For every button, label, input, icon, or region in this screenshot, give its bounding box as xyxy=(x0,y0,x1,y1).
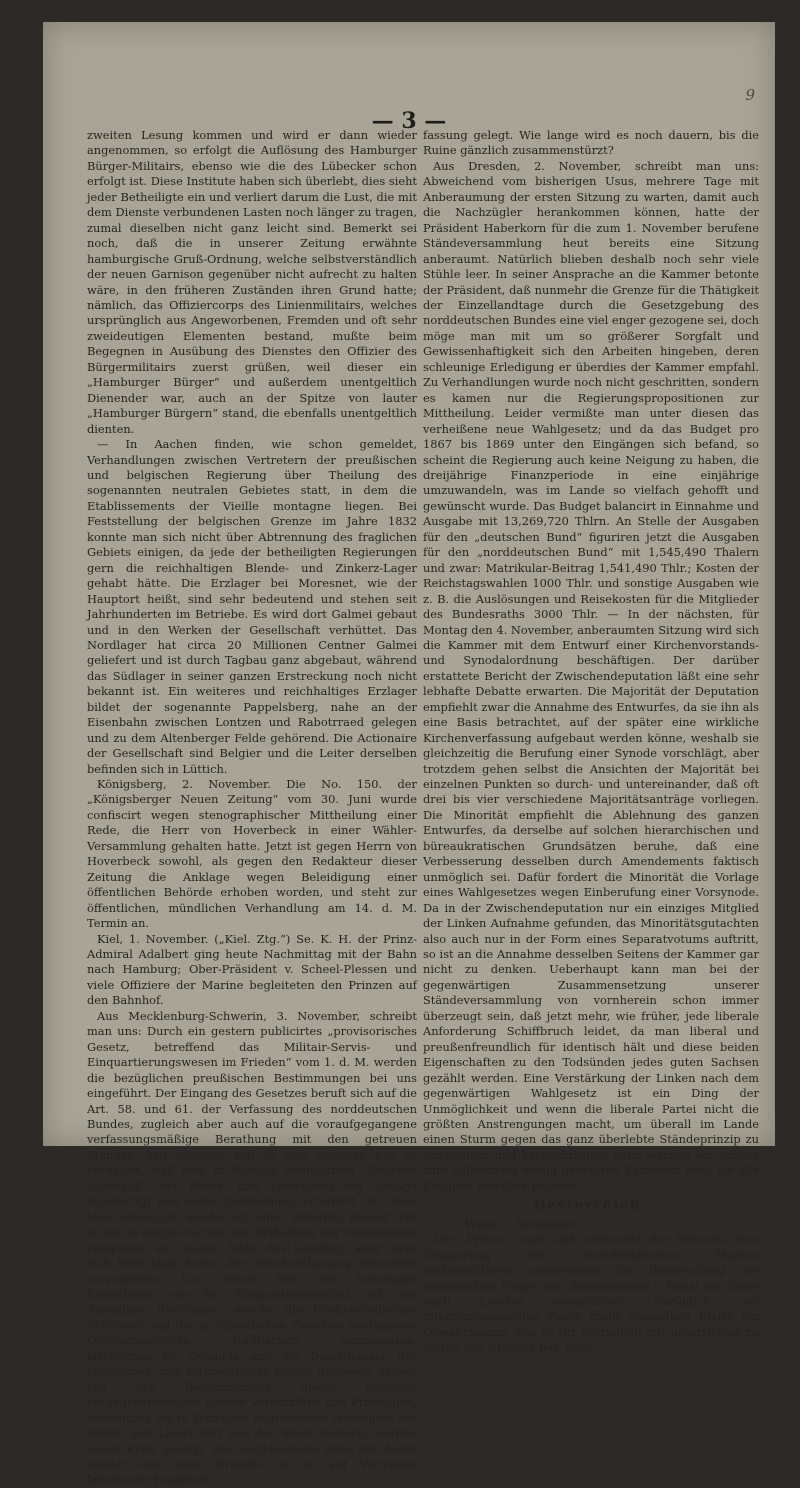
article-wien: Die „Presse“ sagt, daß einerseits der Versuch, eine Gruppirung der abendländischen Staaten herbeizuführen, andererseits die Besprechung der italienischen Frage, den Staatskanzler v. Beust zur Reise nach London veranlaßten. Bezüglich der interconfessionellen Frage theilt demselben Blatte ein Gewährsmann, den es für vorzüglich gut unterrichtet zu halten alle Ursache hat, über xyxy=(423,1232,759,1355)
article-hamburg-militair: zweiten Lesung kommen und wird er dann wieder angenommen, so erfolgt die Auflösung des Hamburger Bürger-Militairs, ebenso wie die des Lübecker schon erfolgt ist. Diese Institute haben sich überlebt, dies sieht jeder Betheiligte ein und verliert darum die Lust, die mit dem Dienste verbundenen Lasten noch länger zu tragen, zumal dieselben nicht ganz leicht sind. Bemerkt sei noch, daß die in unserer Zeitung erwähnte hamburgische Gruß-Ordnung, welche selbstverständlich der neuen Garnison gegenüber nicht aufrecht zu halten wäre, in den früheren Zuständen ihren Grund hatte; nämlich, das Offiziercorps des Linienmilitairs, welches ursprünglich aus Angeworbenen, Fremden und oft sehr zweideutigen Elementen bestand, mußte beim Begegnen in Ausübung des Dienstes den Offizier des Bürgermilitairs zuerst grüßen, weil dieser ein „Hamburger Bürger“ und außerdem unentgeltlich Dienender war, auch an der Spitze von lauter „Hamburger Bürgern“ stand, die ebenfalls unentgeltlich dienten. xyxy=(87,128,417,436)
article-kiel: Kiel, 1. November. („Kiel. Ztg.“) Se. K. H. der Prinz-Admiral Adalbert ging heute Nachmittag mit der Bahn nach Hamburg; Ober-Präsident v. Scheel-Plessen und viele Offiziere der Marine begleiteten den Prinzen auf den Bahnhof. xyxy=(87,931,417,1008)
page-number: 9 xyxy=(745,86,755,104)
article-mecklenburg: Aus Mecklenburg-Schwerin, 3. November, schreibt man uns: Durch ein gestern publicirtes „provisorisches Gesetz, betreffend das Militair-Servis- und Einquartierungswesen im Frieden“ vom 1. d. M. werden die bezüglichen preußischen Bestimmungen bei uns eingeführt. Der Eingang des Gesetzes beruft sich auf die Art. 58. und 61. der Verfassung des norddeutschen Bundes, zugleich aber auch auf die voraufgegangene verfassungsmäßige Berathung mit den getreuen Ständen. Mit letzterer soll es sich indessen nur so verhalten, daß dem in Rostock domicilirten „Engeren Ausschuß“ der Ritter- und Landschaft die Vorlage zugefertigt und seine Zustimmung erfordert ist, diese aber verweigert worden ist, unter Berufung darauf, daß er nur in eiligen Sachen zur Ertheilung der Zustimmung competent sei, wegen Nähe des Landtags aber nicht sich berechtigt halte, der Beschlußfassung desselben vorzugreifen. Das Gesetz hebt alle bisherigen Exemtionen von der Einquartierungslast auf, mit Ausnahme derjenigen, welche die Großherzoglichen Schlösser und die zu öffentlichen Zwecken bestimmten Großherzoglichen, städtischen, communalen, kirchlichen zc. Gebäude und die Diensthäuser der Geistlichen und Kirchendiener bisher genossen haben. Die den Bestimmungen dieses Gesetzes entgegenstehenden älteren Vorschriften und Privilegien, namentlich die in Verträgen begründeten Privilegien der Ritter- und Landschaft und der Stadt Rostock, werden außer Kraft gesetzt. Der norddeutsche Bund hat damit wieder eine neue Bresche in die auf Verträgen beruhende Feudalver- xyxy=(87,1008,417,1487)
article-koenigsberg: Königsberg, 2. November. Die No. 150. der „Königsberger Neuen Zeitung“ vom 30. Juni wurde confiscirt wegen stenographischer Mittheilung einer Rede, die Herr von Hoverbeck in einer Wähler-Versammlung gehalten hatte. Jetzt ist gegen Herrn von Hoverbeck sowohl, als gegen den Redakteur dieser Zeitung die Anklage wegen Beleidigung einer öffentlichen Behörde erhoben worden, und steht zur öffentlichen, mündlichen Verhandlung am 14. d. M. Termin an. xyxy=(87,777,417,931)
left-column xyxy=(87,128,417,1488)
right-column xyxy=(423,128,759,1356)
newspaper-page xyxy=(43,22,775,1487)
article-dresden: Aus Dresden, 2. November, schreibt man uns: Abweichend vom bisherigen Usus, mehrere Tage mit Anberaumung der ersten Sitzung zu warten, damit auch die Nachzügler herankommen können, hatte der Präsident Haberkorn für die zum 1. November berufene Ständeversammlung heut bereits eine Sitzung anberaumt. Natürlich blieben deshalb noch sehr viele Stühle leer. In seiner Ansprache an die Kammer betonte der Präsident, daß nunmehr die Grenze für die Thätigkeit der Einzellandtage durch die Gesetzgebung des norddeutschen Bundes eine viel enger gezogene sei, doch möge man mit um so größerer Sorgfalt und Gewissenhaftigkeit sich den Arbeiten hingeben, deren schleunige Erledigung er überdies der Kammer empfahl. Zu Verhandlungen wurde noch nicht geschritten, sondern es kamen nur die Regierungspropositionen zur Mittheilung. Leider vermißte man unter diesen das verheißene neue Wahlgesetz; und da das Budget pro 1867 bis 1869 unter den Eingängen sich befand, so scheint die Regierung auch keine Neigung zu haben, die dreijährige Finanzperiode in eine einjährige umzuwandeln, was im Lande so vielfach gehofft und gewünscht wurde. Das Budget balancirt in Einnahme und Ausgabe mit 13,269,720 Thlrn. An Stelle der Ausgaben für den „deutschen Bund“ figuriren jetzt die Ausgaben für den „norddeutschen Bund“ mit 1,545,490 Thalern und zwar: Matrikular-Beitrag 1,541,490 Thlr.; Kosten der Reichstagswahlen 1000 Thlr. und sonstige Ausgaben wie z. B. die Auslösungen und Reisekosten für die Mitglieder des Bundesraths 3000 Thlr. — In der nächsten, für Montag den 4. November, anberaumten Sitzung wird sich die Kammer mit dem Entwurf einer Kirchenvorstands- und Synodalordnung beschäftigen. Der darüber erstattete Bericht der Zwischendeputation läßt eine sehr lebhafte Debatte erwarten. Die Majorität der Deputation empfiehlt zwar die Annahme des Entwurfes, da sie ihn als eine Basis betrachtet, auf der später eine wirkliche Kirchenverfassung aufgebaut werden könne, weshalb sie gleichzeitig die Berufung einer Synode vorschlägt, aber trotzdem gehen selbst die Ansichten der Majorität bei einzelnen Punkten so durch- und untereinander, daß oft drei bis vier verschiedene Majoritätsanträge vorliegen. Die Minorität empfiehlt die Ablehnung des ganzen Entwurfes, da derselbe auf solchen hierarchischen und büreaukratischen Grundsätzen beruhe, daß eine Verbesserung desselben durch Amendements faktisch unmöglich sei. Dafür fordert die Minorität die Vorlage eines Wahlgesetzes wegen Einberufung einer Vorsynode. Da in der Zwischendeputation nur ein einziges Mitglied der Linken Aufnahme gefunden, das Minoritätsgutachten also auch nur in der Form eines Separatvotums auftritt, so ist an die Annahme desselben Seitens der Kammer gar nicht zu denken. Ueberhaupt kann man bei der gegenwärtigen Zusammensetzung unserer Ständeversammlung von vornherein schon immer überzeugt sein, daß jetzt mehr, wie früher, jede liberale Anforderung Schiffbruch leidet, da man liberal und preußenfreundlich für identisch hält und diese beiden Eigenschaften zu den Todsünden jedes guten Sachsen gezählt werden. Eine Verstärkung der Linken nach dem gegenwärtigen Wahlgesetz ist ein Ding der Unmöglichkeit und wenn die liberale Partei nicht die größten Anstrengungen macht, um überall im Lande einen Sturm gegen das ganz überlebte Ständeprinzip zu organisiren und hervorzurufen, dann werden wir unsere zum Selbstmord wenig geneigten Kammern wohl für alle Ewigkeit behalten müssen. xyxy=(423,158,759,1193)
article-continuation: fassung gelegt. Wie lange wird es noch dauern, bis die Ruine gänzlich zusammenstürzt? xyxy=(423,128,759,158)
dateline-wien: Wien, 3. November. xyxy=(465,1216,579,1231)
article-aachen: — In Aachen finden, wie schon gemeldet, Verhandlungen zwischen Vertretern der preußischen und belgischen Regierung über Theilung des sogenannten neutralen Gebietes statt, in dem die Etablissements der Vieille montagne liegen. Bei Feststellung der belgischen Grenze im Jahre 1832 konnte man sich nicht über Abtrennung des fraglichen Gebiets einigen, da jede der betheiligten Regierungen gern die reichhaltigen Blende- und Zinkerz-Lager gehabt hätte. Die Erzlager bei Moresnet, wie der Hauptort heißt, sind sehr bedeutend und stehen seit Jahrhunderten im Betriebe. Es wird dort Galmei gebaut und in den Werken der Gesellschaft verhüttet. Das Nordlager hat circa 20 Millionen Centner Galmei geliefert und ist durch Tagbau ganz abgebaut, während das Südlager in seiner ganzen Erstreckung noch nicht bekannt ist. Ein weiteres und reichhaltiges Erzlager bildet der sogenannte Pappelsberg, nahe an der Eisenbahn zwischen Lontzen und Rabotrraed gelegen und zu dem Altenberger Felde gehörend. Die Actionaire der Gesellschaft sind Belgier und die Leiter derselben befinden sich in Lüttich. xyxy=(87,437,417,776)
section-heading-oesterreich: Oesterreich. xyxy=(534,1198,648,1214)
page-header: — 3 — xyxy=(371,108,447,134)
